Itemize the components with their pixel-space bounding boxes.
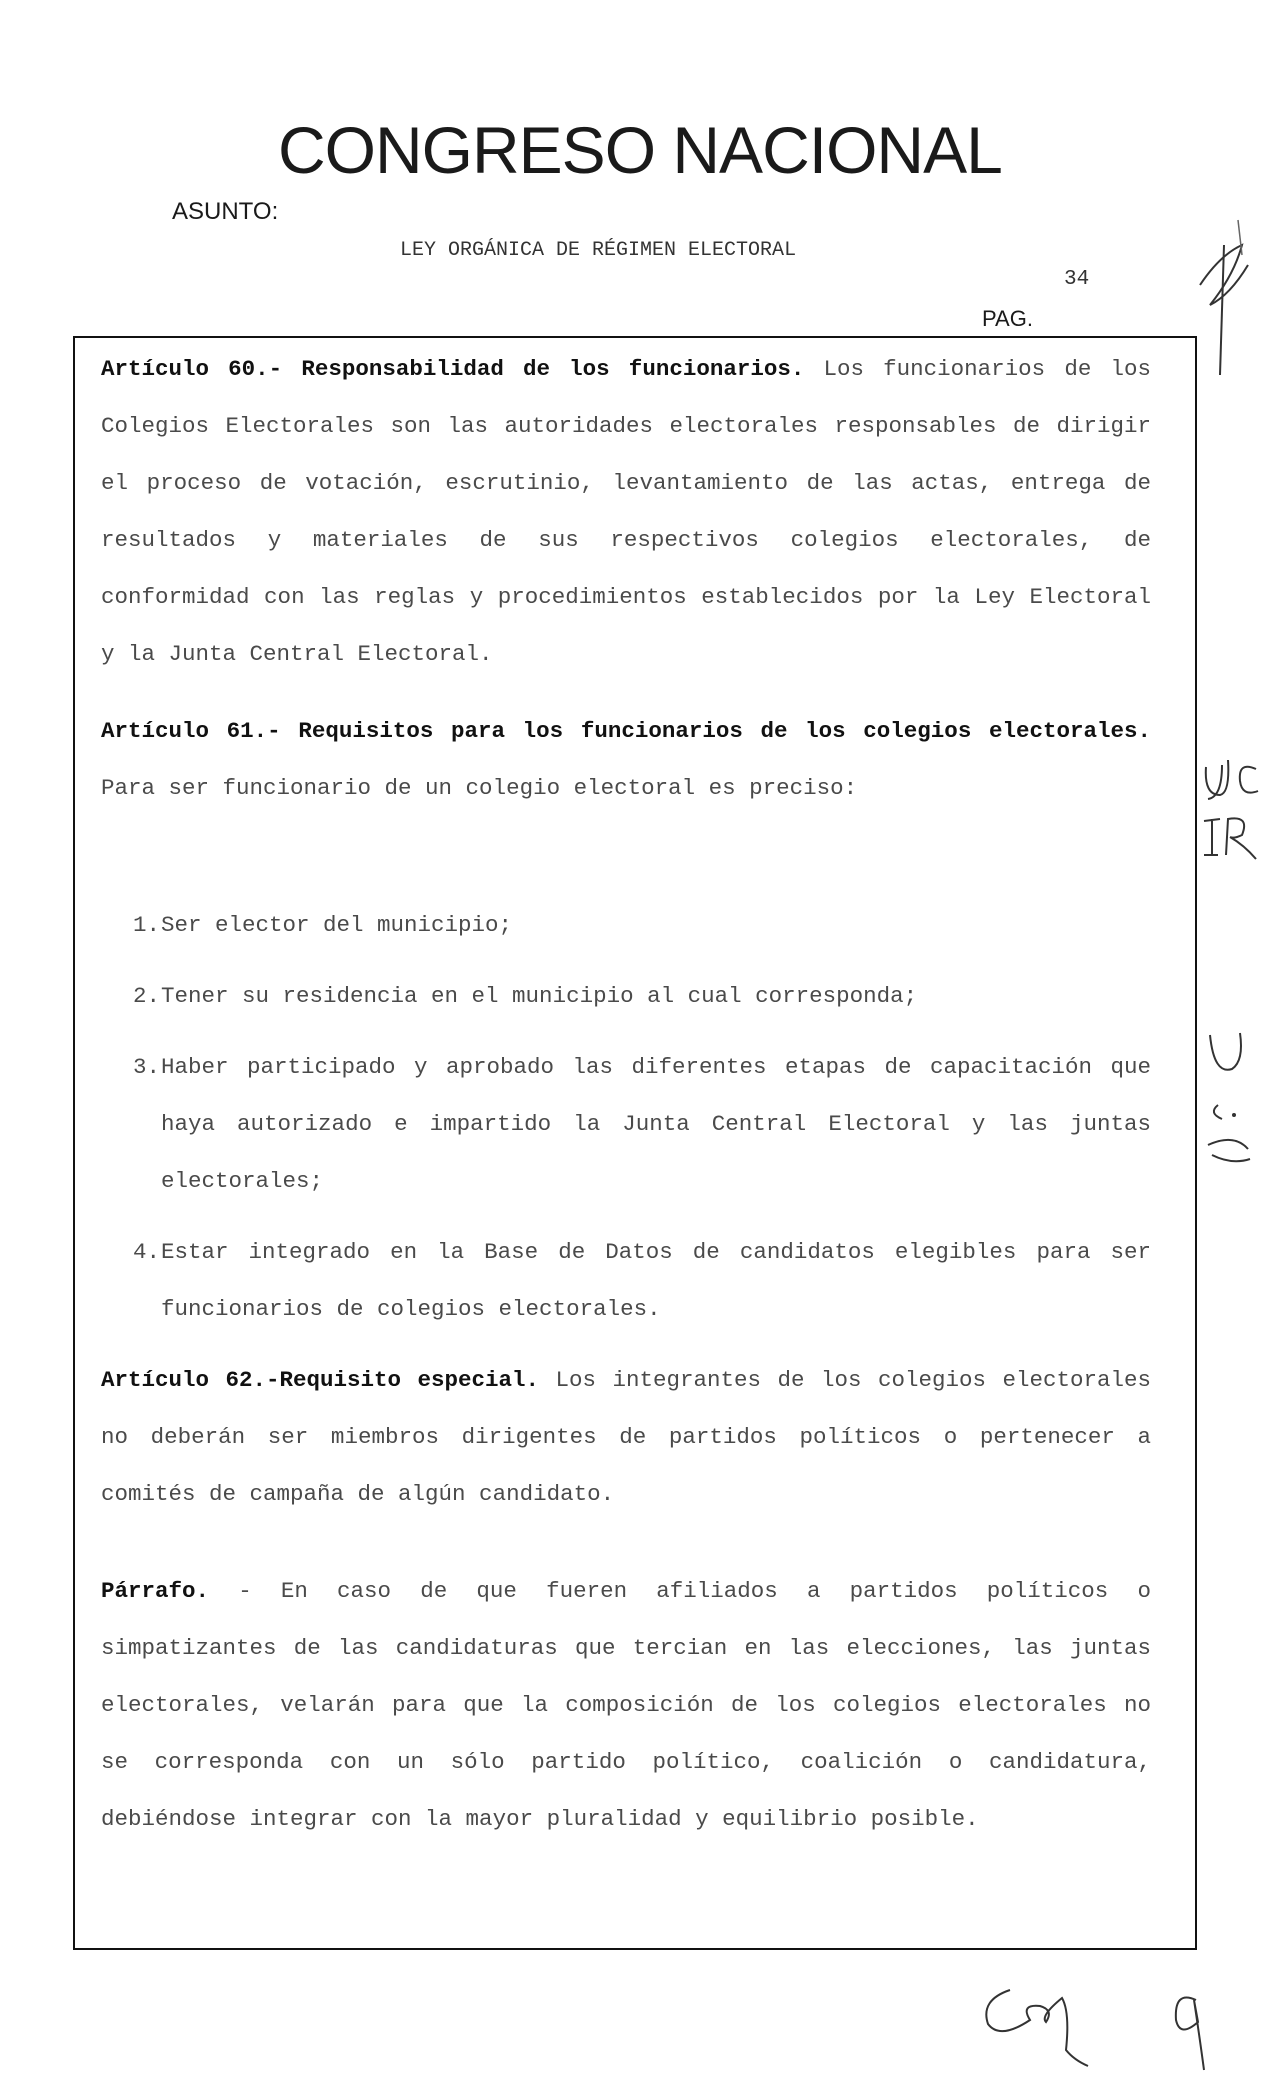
requirements-list: [101, 897, 1151, 1338]
page-number: 34: [1064, 268, 1090, 291]
document-subject: LEY ORGÁNICA DE RÉGIMEN ELECTORAL: [400, 239, 797, 262]
list-item: [101, 1224, 1151, 1338]
pag-label: PAG.: [982, 306, 1033, 331]
article-60-text: Los funcionarios de los Colegios Electorales son las autoridades electorales responsables de dirigir el proceso de votación, escrutinio, levantamiento de las actas, entrega de resultados y materiales de sus respectivos colegios electorales, de conformidad con las reglas y procedimientos establecidos por la Ley Electoral y la Junta Central Electoral.: [101, 356, 1151, 667]
list-item: [101, 1039, 1151, 1210]
article-60: [101, 341, 1151, 683]
list-item-text: Estar integrado en la Base de Datos de candidatos elegibles para ser funcionarios de colegios electorales.: [161, 1239, 1151, 1322]
article-62-text: Los integrantes de los colegios electorales no deberán ser miembros dirigentes de partidos políticos o pertenecer a comités de campaña de algún candidato.: [101, 1367, 1151, 1507]
handwritten-initials-jc-icon: [1200, 755, 1262, 875]
list-item: [101, 968, 1151, 1025]
list-item-number: 1.: [133, 912, 161, 938]
article-61-heading: Artículo 61.- Requisitos para los funcionarios de los colegios electorales.: [101, 718, 1151, 744]
paragraph-heading: Párrafo.: [101, 1578, 210, 1604]
article-61-text: Para ser funcionario de un colegio electoral es preciso:: [101, 775, 858, 801]
list-item-number: 3.: [133, 1054, 161, 1080]
paragraph-text: - En caso de que fueren afiliados a partidos políticos o simpatizantes de las candidaturas que tercian en las elecciones, las juntas electorales, velarán para que la composición de los colegios electorales no se corresponda con un sólo partido político, coalición o candidatura, debiéndose integrar con la mayor pluralidad y equilibrio posible.: [101, 1578, 1151, 1832]
document-body: [101, 341, 1151, 1848]
list-item-text: Tener su residencia en el municipio al cual corresponda;: [161, 983, 918, 1009]
asunto-label: ASUNTO:: [172, 198, 279, 225]
list-item-number: 4.: [133, 1239, 161, 1265]
article-62: [101, 1352, 1151, 1523]
article-61: [101, 703, 1151, 817]
list-item-text: Haber participado y aprobado las diferentes etapas de capacitación que haya autorizado e impartido la Junta Central Electoral y las juntas electorales;: [161, 1054, 1151, 1194]
list-item: [101, 897, 1151, 954]
article-60-heading: Artículo 60.- Responsabilidad de los funcionarios.: [101, 356, 805, 382]
article-62-paragraph: [101, 1563, 1151, 1848]
handwritten-mark-middle-icon: [1198, 1025, 1258, 1175]
list-item-text: Ser elector del municipio;: [161, 912, 513, 938]
document-title: CONGRESO NACIONAL: [278, 113, 1002, 187]
handwritten-initials-top-icon: [1190, 215, 1260, 385]
handwritten-signature-bottom-icon: [970, 1960, 1230, 2080]
list-item-number: 2.: [133, 983, 161, 1009]
article-62-heading: Artículo 62.-Requisito especial.: [101, 1367, 540, 1393]
